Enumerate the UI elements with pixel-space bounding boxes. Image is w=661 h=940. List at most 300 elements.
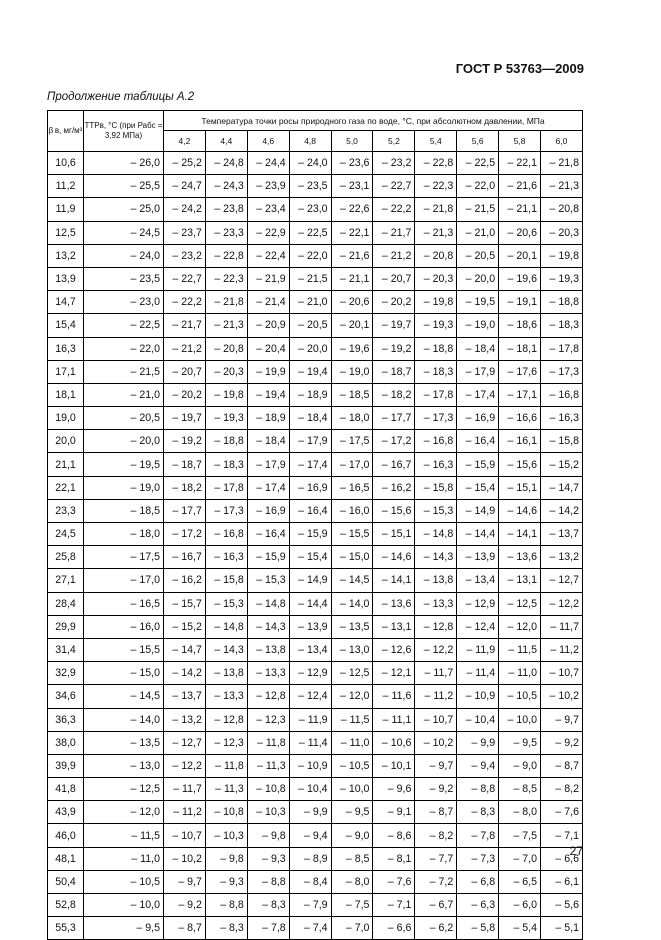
cell-ttr: – 11,0: [84, 847, 164, 870]
table-row: [48, 291, 583, 314]
cell-dew-point: – 19,4: [289, 360, 331, 383]
cell-dew-point: – 22,6: [331, 198, 373, 221]
cell-dew-point: – 17,6: [499, 360, 541, 383]
cell-dew-point: – 17,3: [205, 499, 247, 522]
table-row: [48, 754, 583, 777]
header-pressure: 4,2: [164, 131, 206, 152]
cell-dew-point: – 17,9: [457, 360, 499, 383]
cell-dew-point: – 8,5: [499, 778, 541, 801]
cell-dew-point: – 15,2: [541, 453, 583, 476]
cell-dew-point: – 10,7: [541, 662, 583, 685]
cell-dew-point: – 9,0: [331, 824, 373, 847]
cell-dew-point: – 18,8: [415, 337, 457, 360]
cell-dew-point: – 22,8: [205, 244, 247, 267]
cell-dew-point: – 18,4: [247, 430, 289, 453]
cell-ttr: – 14,5: [84, 685, 164, 708]
header-pressure: 6,0: [541, 131, 583, 152]
cell-dew-point: – 12,6: [373, 638, 415, 661]
cell-dew-point: – 20,8: [205, 337, 247, 360]
cell-dew-point: – 22,1: [331, 221, 373, 244]
cell-dew-point: – 9,4: [289, 824, 331, 847]
cell-dew-point: – 11,2: [415, 685, 457, 708]
cell-dew-point: – 18,2: [373, 383, 415, 406]
cell-dew-point: – 20,5: [457, 244, 499, 267]
table-caption: Продолжение таблицы А.2: [47, 91, 195, 103]
cell-dew-point: – 9,7: [415, 754, 457, 777]
cell-dew-point: – 21,7: [373, 221, 415, 244]
cell-dew-point: – 15,5: [331, 523, 373, 546]
cell-dew-point: – 7,5: [331, 894, 373, 917]
table-row: [48, 778, 583, 801]
cell-dew-point: – 20,1: [499, 244, 541, 267]
cell-dew-point: – 16,9: [457, 407, 499, 430]
cell-dew-point: – 15,8: [415, 476, 457, 499]
cell-dew-point: – 9,8: [247, 824, 289, 847]
cell-dew-point: – 12,8: [415, 615, 457, 638]
cell-dew-point: – 8,7: [541, 754, 583, 777]
cell-water-content: 13,9: [48, 267, 84, 290]
cell-dew-point: – 5,1: [541, 917, 583, 940]
header-pressure: 5,8: [499, 131, 541, 152]
cell-dew-point: – 8,3: [205, 917, 247, 940]
cell-dew-point: – 11,7: [164, 778, 206, 801]
cell-dew-point: – 7,9: [289, 894, 331, 917]
cell-dew-point: – 19,8: [205, 383, 247, 406]
cell-dew-point: – 15,0: [331, 546, 373, 569]
table-row: [48, 685, 583, 708]
cell-dew-point: – 22,2: [373, 198, 415, 221]
cell-dew-point: – 23,5: [289, 175, 331, 198]
table-row: [48, 407, 583, 430]
cell-water-content: 18,1: [48, 383, 84, 406]
cell-dew-point: – 9,4: [457, 754, 499, 777]
cell-dew-point: – 14,8: [247, 592, 289, 615]
header-pressure: 5,0: [331, 131, 373, 152]
cell-dew-point: – 8,3: [457, 801, 499, 824]
cell-dew-point: – 10,4: [457, 708, 499, 731]
cell-dew-point: – 20,6: [499, 221, 541, 244]
cell-ttr: – 23,0: [84, 291, 164, 314]
cell-water-content: 38,0: [48, 731, 84, 754]
table-row: [48, 546, 583, 569]
cell-dew-point: – 23,6: [331, 152, 373, 175]
cell-dew-point: – 15,3: [247, 569, 289, 592]
cell-dew-point: – 12,8: [247, 685, 289, 708]
cell-dew-point: – 8,7: [164, 917, 206, 940]
cell-dew-point: – 15,4: [457, 476, 499, 499]
table-body: [48, 152, 583, 940]
cell-dew-point: – 8,7: [415, 801, 457, 824]
cell-dew-point: – 8,8: [457, 778, 499, 801]
cell-dew-point: – 23,3: [205, 221, 247, 244]
cell-water-content: 10,6: [48, 152, 84, 175]
cell-water-content: 13,2: [48, 244, 84, 267]
cell-water-content: 23,3: [48, 499, 84, 522]
cell-dew-point: – 22,5: [289, 221, 331, 244]
cell-dew-point: – 24,2: [164, 198, 206, 221]
cell-dew-point: – 17,4: [247, 476, 289, 499]
cell-dew-point: – 14,0: [331, 592, 373, 615]
cell-dew-point: – 22,2: [164, 291, 206, 314]
cell-dew-point: – 19,8: [415, 291, 457, 314]
cell-dew-point: – 24,4: [247, 152, 289, 175]
cell-dew-point: – 7,8: [457, 824, 499, 847]
table-row: [48, 731, 583, 754]
table-row: [48, 152, 583, 175]
cell-water-content: 24,5: [48, 523, 84, 546]
cell-dew-point: – 21,5: [289, 267, 331, 290]
cell-dew-point: – 22,3: [415, 175, 457, 198]
cell-ttr: – 24,0: [84, 244, 164, 267]
cell-dew-point: – 16,3: [205, 546, 247, 569]
cell-dew-point: – 11,8: [247, 731, 289, 754]
header-dew-point-group: Температура точки росы природного газа по воде, °С, при абсолютном давлении, МПа: [164, 111, 583, 131]
cell-dew-point: – 22,5: [457, 152, 499, 175]
table-row: [48, 847, 583, 870]
cell-dew-point: – 10,4: [289, 778, 331, 801]
cell-dew-point: – 13,8: [247, 638, 289, 661]
cell-dew-point: – 22,9: [247, 221, 289, 244]
cell-dew-point: – 21,3: [415, 221, 457, 244]
cell-dew-point: – 10,8: [247, 778, 289, 801]
cell-dew-point: – 9,3: [247, 847, 289, 870]
cell-dew-point: – 7,8: [247, 917, 289, 940]
cell-dew-point: – 10,2: [415, 731, 457, 754]
cell-dew-point: – 18,7: [373, 360, 415, 383]
cell-dew-point: – 12,9: [457, 592, 499, 615]
cell-dew-point: – 15,1: [373, 523, 415, 546]
cell-dew-point: – 5,4: [499, 917, 541, 940]
cell-dew-point: – 23,4: [247, 198, 289, 221]
cell-dew-point: – 6,0: [499, 894, 541, 917]
cell-dew-point: – 13,3: [247, 662, 289, 685]
cell-dew-point: – 8,0: [499, 801, 541, 824]
cell-dew-point: – 15,8: [541, 430, 583, 453]
cell-dew-point: – 17,0: [331, 453, 373, 476]
cell-dew-point: – 20,7: [373, 267, 415, 290]
cell-ttr: – 16,5: [84, 592, 164, 615]
table-row: [48, 523, 583, 546]
cell-dew-point: – 11,0: [499, 662, 541, 685]
cell-dew-point: – 11,4: [289, 731, 331, 754]
cell-dew-point: – 13,0: [331, 638, 373, 661]
cell-dew-point: – 9,7: [541, 708, 583, 731]
cell-dew-point: – 16,4: [289, 499, 331, 522]
table-row: [48, 824, 583, 847]
cell-water-content: 25,8: [48, 546, 84, 569]
cell-water-content: 41,8: [48, 778, 84, 801]
table-row: [48, 198, 583, 221]
cell-dew-point: – 7,1: [373, 894, 415, 917]
cell-dew-point: – 20,2: [164, 383, 206, 406]
header-ttr: ТТРв, °С (при Рабс = 3,92 МПа): [84, 111, 164, 152]
cell-dew-point: – 6,5: [499, 870, 541, 893]
cell-dew-point: – 18,8: [541, 291, 583, 314]
cell-dew-point: – 9,1: [373, 801, 415, 824]
cell-dew-point: – 19,7: [164, 407, 206, 430]
cell-dew-point: – 17,1: [499, 383, 541, 406]
cell-dew-point: – 8,9: [289, 847, 331, 870]
cell-dew-point: – 21,2: [164, 337, 206, 360]
table-row: [48, 476, 583, 499]
cell-dew-point: – 18,7: [164, 453, 206, 476]
cell-dew-point: – 12,3: [205, 731, 247, 754]
cell-dew-point: – 10,8: [205, 801, 247, 824]
cell-dew-point: – 17,2: [373, 430, 415, 453]
header-pressure: 5,2: [373, 131, 415, 152]
cell-dew-point: – 12,9: [289, 662, 331, 685]
table-row: [48, 221, 583, 244]
cell-dew-point: – 19,6: [499, 267, 541, 290]
cell-water-content: 19,0: [48, 407, 84, 430]
cell-water-content: 28,4: [48, 592, 84, 615]
cell-dew-point: – 17,9: [247, 453, 289, 476]
cell-dew-point: – 21,0: [289, 291, 331, 314]
cell-dew-point: – 6,3: [457, 894, 499, 917]
cell-ttr: – 15,0: [84, 662, 164, 685]
cell-dew-point: – 6,6: [373, 917, 415, 940]
cell-dew-point: – 10,7: [164, 824, 206, 847]
cell-dew-point: – 10,9: [289, 754, 331, 777]
cell-dew-point: – 18,3: [205, 453, 247, 476]
cell-dew-point: – 20,2: [373, 291, 415, 314]
cell-dew-point: – 20,4: [247, 337, 289, 360]
cell-dew-point: – 10,5: [499, 685, 541, 708]
cell-dew-point: – 9,9: [289, 801, 331, 824]
cell-dew-point: – 20,8: [415, 244, 457, 267]
cell-dew-point: – 18,6: [499, 314, 541, 337]
cell-dew-point: – 7,1: [541, 824, 583, 847]
cell-water-content: 52,8: [48, 894, 84, 917]
cell-dew-point: – 15,3: [205, 592, 247, 615]
cell-dew-point: – 16,4: [247, 523, 289, 546]
cell-dew-point: – 13,3: [415, 592, 457, 615]
cell-dew-point: – 13,1: [373, 615, 415, 638]
cell-dew-point: – 15,9: [247, 546, 289, 569]
cell-dew-point: – 16,8: [415, 430, 457, 453]
cell-dew-point: – 15,4: [289, 546, 331, 569]
cell-dew-point: – 21,9: [247, 267, 289, 290]
cell-dew-point: – 22,3: [205, 267, 247, 290]
cell-dew-point: – 11,5: [331, 708, 373, 731]
cell-dew-point: – 14,7: [164, 638, 206, 661]
cell-dew-point: – 19,7: [373, 314, 415, 337]
cell-dew-point: – 11,9: [457, 638, 499, 661]
cell-ttr: – 18,5: [84, 499, 164, 522]
header-pressure: 4,6: [247, 131, 289, 152]
cell-dew-point: – 10,6: [373, 731, 415, 754]
cell-dew-point: – 17,9: [289, 430, 331, 453]
table-row: [48, 244, 583, 267]
cell-ttr: – 17,0: [84, 569, 164, 592]
cell-dew-point: – 17,8: [205, 476, 247, 499]
cell-ttr: – 13,5: [84, 731, 164, 754]
header-pressure: 5,4: [415, 131, 457, 152]
cell-dew-point: – 21,0: [457, 221, 499, 244]
cell-dew-point: – 17,8: [541, 337, 583, 360]
table-row: [48, 314, 583, 337]
cell-water-content: 21,1: [48, 453, 84, 476]
cell-dew-point: – 23,2: [373, 152, 415, 175]
table-row: [48, 267, 583, 290]
cell-dew-point: – 13,6: [373, 592, 415, 615]
cell-dew-point: – 14,3: [205, 638, 247, 661]
cell-dew-point: – 9,5: [499, 731, 541, 754]
cell-dew-point: – 20,0: [289, 337, 331, 360]
cell-dew-point: – 7,0: [499, 847, 541, 870]
cell-dew-point: – 16,7: [164, 546, 206, 569]
cell-dew-point: – 19,6: [331, 337, 373, 360]
cell-dew-point: – 16,3: [415, 453, 457, 476]
cell-dew-point: – 14,2: [164, 662, 206, 685]
table-row: [48, 662, 583, 685]
cell-dew-point: – 11,9: [289, 708, 331, 731]
header-pressure: 4,8: [289, 131, 331, 152]
cell-dew-point: – 15,8: [205, 569, 247, 592]
cell-dew-point: – 23,2: [164, 244, 206, 267]
cell-dew-point: – 13,7: [541, 523, 583, 546]
cell-water-content: 11,2: [48, 175, 84, 198]
cell-dew-point: – 13,8: [415, 569, 457, 592]
cell-dew-point: – 21,8: [415, 198, 457, 221]
cell-ttr: – 12,5: [84, 778, 164, 801]
cell-dew-point: – 14,3: [415, 546, 457, 569]
cell-dew-point: – 15,9: [457, 453, 499, 476]
cell-dew-point: – 9,2: [541, 731, 583, 754]
cell-dew-point: – 8,5: [331, 847, 373, 870]
cell-dew-point: – 21,8: [205, 291, 247, 314]
cell-dew-point: – 9,6: [373, 778, 415, 801]
cell-ttr: – 16,0: [84, 615, 164, 638]
cell-dew-point: – 18,4: [289, 407, 331, 430]
table-row: [48, 337, 583, 360]
table-row: [48, 801, 583, 824]
cell-dew-point: – 13,6: [499, 546, 541, 569]
cell-dew-point: – 21,5: [457, 198, 499, 221]
cell-ttr: – 10,5: [84, 870, 164, 893]
table-row: [48, 499, 583, 522]
cell-dew-point: – 9,3: [205, 870, 247, 893]
cell-dew-point: – 23,0: [289, 198, 331, 221]
cell-dew-point: – 24,7: [164, 175, 206, 198]
cell-ttr: – 24,5: [84, 221, 164, 244]
cell-dew-point: – 17,3: [415, 407, 457, 430]
cell-dew-point: – 14,1: [499, 523, 541, 546]
cell-dew-point: – 15,1: [499, 476, 541, 499]
table-row: [48, 592, 583, 615]
cell-dew-point: – 11,3: [247, 754, 289, 777]
cell-dew-point: – 12,3: [247, 708, 289, 731]
cell-dew-point: – 12,1: [373, 662, 415, 685]
cell-ttr: – 26,0: [84, 152, 164, 175]
cell-dew-point: – 10,2: [164, 847, 206, 870]
cell-dew-point: – 11,7: [541, 615, 583, 638]
page-number: 27: [569, 844, 583, 858]
cell-dew-point: – 22,7: [373, 175, 415, 198]
cell-dew-point: – 17,8: [415, 383, 457, 406]
cell-water-content: 39,9: [48, 754, 84, 777]
cell-dew-point: – 13,9: [457, 546, 499, 569]
cell-dew-point: – 10,1: [373, 754, 415, 777]
cell-dew-point: – 10,7: [415, 708, 457, 731]
cell-ttr: – 9,5: [84, 917, 164, 940]
cell-dew-point: – 20,0: [457, 267, 499, 290]
cell-dew-point: – 17,4: [457, 383, 499, 406]
cell-dew-point: – 14,8: [205, 615, 247, 638]
cell-dew-point: – 19,9: [247, 360, 289, 383]
cell-dew-point: – 14,9: [289, 569, 331, 592]
cell-dew-point: – 8,4: [289, 870, 331, 893]
cell-dew-point: – 20,9: [247, 314, 289, 337]
cell-ttr: – 21,5: [84, 360, 164, 383]
cell-dew-point: – 18,1: [499, 337, 541, 360]
cell-dew-point: – 17,4: [289, 453, 331, 476]
cell-dew-point: – 8,2: [541, 778, 583, 801]
cell-dew-point: – 9,2: [415, 778, 457, 801]
cell-dew-point: – 16,8: [541, 383, 583, 406]
cell-water-content: 46,0: [48, 824, 84, 847]
cell-dew-point: – 9,0: [499, 754, 541, 777]
cell-dew-point: – 6,7: [415, 894, 457, 917]
cell-dew-point: – 20,1: [331, 314, 373, 337]
cell-dew-point: – 6,6: [541, 847, 583, 870]
cell-dew-point: – 18,9: [289, 383, 331, 406]
cell-dew-point: – 18,3: [541, 314, 583, 337]
cell-dew-point: – 6,1: [541, 870, 583, 893]
cell-dew-point: – 12,5: [331, 662, 373, 685]
cell-dew-point: – 10,2: [541, 685, 583, 708]
cell-dew-point: – 12,8: [205, 708, 247, 731]
cell-dew-point: – 21,8: [541, 152, 583, 175]
cell-dew-point: – 10,9: [457, 685, 499, 708]
cell-dew-point: – 20,3: [541, 221, 583, 244]
cell-dew-point: – 18,9: [247, 407, 289, 430]
cell-dew-point: – 19,0: [457, 314, 499, 337]
cell-dew-point: – 8,1: [373, 847, 415, 870]
cell-water-content: 31,4: [48, 638, 84, 661]
table-row: [48, 917, 583, 940]
cell-dew-point: – 19,4: [247, 383, 289, 406]
cell-dew-point: – 10,3: [205, 824, 247, 847]
cell-dew-point: – 14,2: [541, 499, 583, 522]
cell-dew-point: – 15,6: [499, 453, 541, 476]
cell-dew-point: – 10,0: [499, 708, 541, 731]
cell-water-content: 36,3: [48, 708, 84, 731]
cell-ttr: – 22,5: [84, 314, 164, 337]
cell-dew-point: – 16,0: [331, 499, 373, 522]
cell-dew-point: – 19,2: [164, 430, 206, 453]
cell-dew-point: – 19,8: [541, 244, 583, 267]
cell-dew-point: – 17,3: [541, 360, 583, 383]
cell-ttr: – 18,0: [84, 523, 164, 546]
cell-water-content: 50,4: [48, 870, 84, 893]
cell-dew-point: – 16,9: [289, 476, 331, 499]
cell-dew-point: – 16,1: [499, 430, 541, 453]
cell-dew-point: – 13,7: [164, 685, 206, 708]
cell-dew-point: – 14,9: [457, 499, 499, 522]
table-row: [48, 569, 583, 592]
cell-dew-point: – 16,6: [499, 407, 541, 430]
cell-dew-point: – 16,3: [541, 407, 583, 430]
cell-dew-point: – 25,2: [164, 152, 206, 175]
cell-dew-point: – 6,2: [415, 917, 457, 940]
cell-ttr: – 19,0: [84, 476, 164, 499]
cell-dew-point: – 7,2: [415, 870, 457, 893]
cell-ttr: – 20,5: [84, 407, 164, 430]
document-code: ГОСТ Р 53763—2009: [455, 61, 584, 76]
cell-dew-point: – 21,6: [331, 244, 373, 267]
cell-dew-point: – 18,3: [415, 360, 457, 383]
